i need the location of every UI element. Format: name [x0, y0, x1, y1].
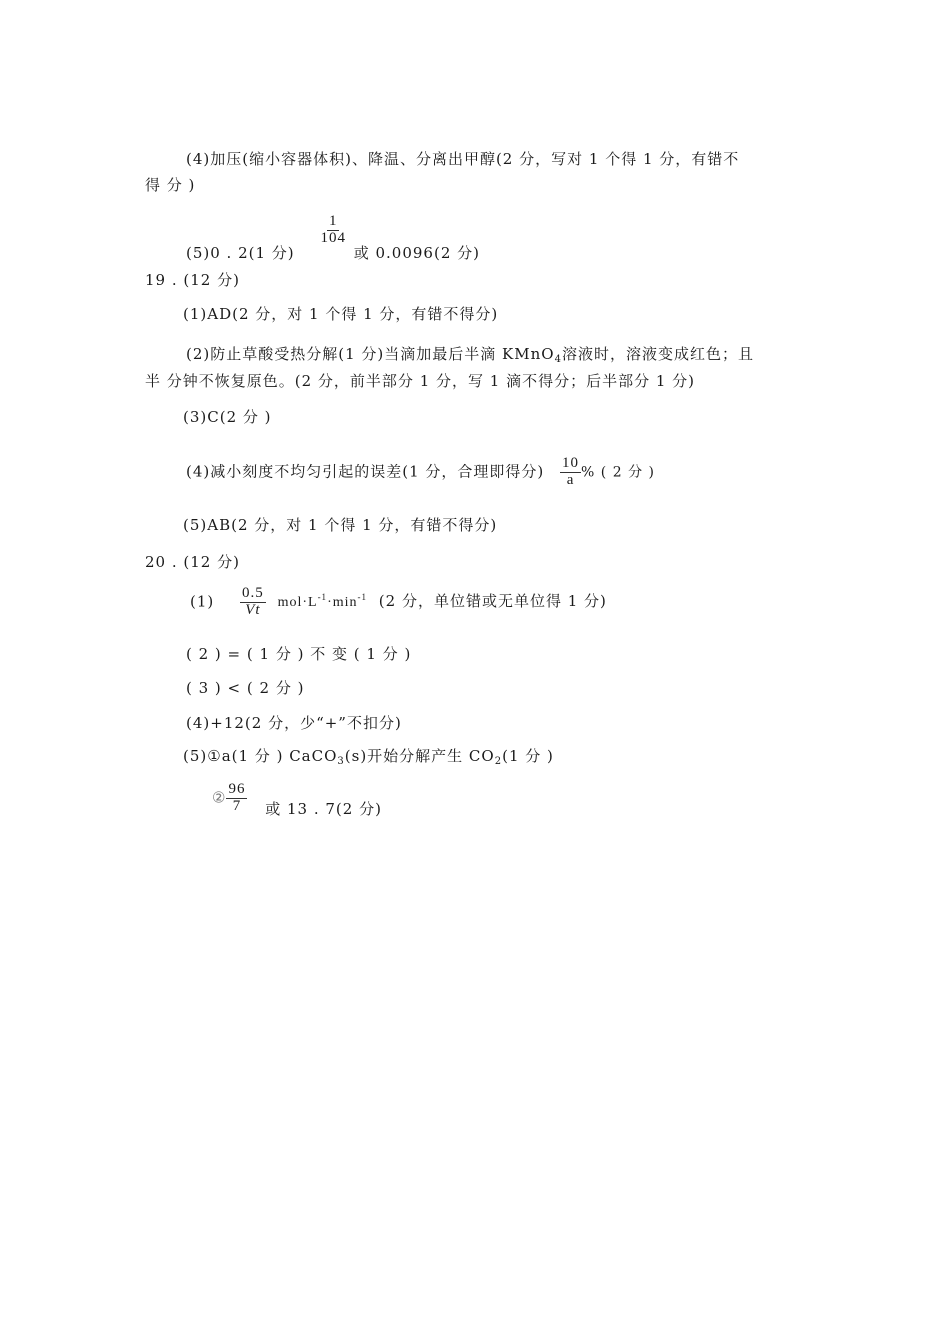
fraction-1-104: [318, 214, 348, 247]
text: (5)0 . 2(1 分): [186, 244, 295, 263]
q19-header: [145, 269, 240, 290]
text: 20 . (12 分): [145, 553, 240, 571]
q20-5-part1: [183, 745, 554, 766]
text: (1): [190, 592, 215, 611]
denominator: 7: [232, 797, 242, 814]
subscript: 4: [554, 354, 562, 365]
text: (1)AD(2 分，对 1 个得 1 分，有错不得分): [183, 305, 499, 323]
denominator: a: [566, 471, 575, 488]
q20-5-part2: [212, 781, 382, 819]
text: ( 3 ) < ( 2 分 ): [186, 679, 305, 697]
numerator: 10: [562, 455, 580, 471]
q20-4: [186, 712, 402, 733]
numerator: 1: [328, 213, 338, 229]
text: (s)开始分解产生 CO: [344, 747, 495, 765]
q19-5: [183, 514, 497, 535]
text: % ( 2 分 ): [581, 464, 655, 481]
text: 或 0.0096(2 分): [353, 244, 480, 263]
q20-header: [145, 551, 240, 572]
fraction-96-over-7: [226, 782, 247, 815]
rate-unit: [277, 592, 368, 611]
q18-4-line1: [186, 148, 739, 169]
text: 溶液时，溶液变成红色；且: [561, 345, 754, 363]
q20-2: [186, 643, 411, 664]
numerator: 0.5: [242, 585, 264, 601]
superscript: -1: [317, 592, 328, 603]
text: 19 . (12 分): [145, 271, 240, 289]
q19-2-line1: [186, 343, 754, 364]
text: (2 分，单位错或无单位得 1 分): [378, 592, 607, 611]
q19-2-line2: [145, 370, 695, 391]
fraction-10-over-a: [560, 456, 581, 489]
q19-4: [186, 456, 655, 489]
q19-1: [183, 303, 498, 324]
q18-4-line2: [145, 174, 195, 195]
text: 或 13 . 7(2 分): [265, 800, 382, 819]
subscript: 2: [494, 756, 503, 767]
text: (4)加压(缩小容器体积)、降温、分离出甲醇(2 分，写对 1 个得 1 分，有错不: [186, 150, 740, 168]
text: (5)①a(1 分 ) CaCO: [183, 747, 338, 765]
q20-1: [190, 586, 607, 619]
denominator: Vt: [245, 601, 261, 618]
text: (4)+12(2 分，少“+”不扣分): [186, 714, 402, 732]
q19-3: [183, 406, 272, 427]
text: (1 分 ): [502, 747, 554, 765]
fraction-0.5-over-vt: [240, 586, 266, 619]
unit-text: ·min: [327, 595, 358, 611]
text: ( 2 ) = ( 1 分 ) 不 变 ( 1 分 ): [186, 645, 412, 663]
text: 得 分 ): [145, 176, 196, 194]
text: (3)C(2 分 ): [183, 408, 272, 426]
q20-3: [186, 677, 304, 698]
unit-text: mol·L: [277, 595, 318, 611]
superscript: -1: [357, 592, 368, 603]
q18-5: [186, 213, 480, 263]
circled-two: ②: [212, 788, 227, 807]
text: (5)AB(2 分，对 1 个得 1 分，有错不得分): [183, 516, 498, 534]
subscript: 3: [337, 756, 345, 767]
denominator: 104: [320, 229, 346, 246]
text: (4)减小刻度不均匀引起的误差(1 分，合理即得分): [186, 462, 545, 481]
text: 半 分钟不恢复原色。(2 分，前半部分 1 分，写 1 滴不得分；后半部分 1 分): [145, 372, 696, 390]
text: (2)防止草酸受热分解(1 分)当滴加最后半滴 KMnO: [186, 345, 555, 363]
numerator: 96: [228, 781, 246, 797]
